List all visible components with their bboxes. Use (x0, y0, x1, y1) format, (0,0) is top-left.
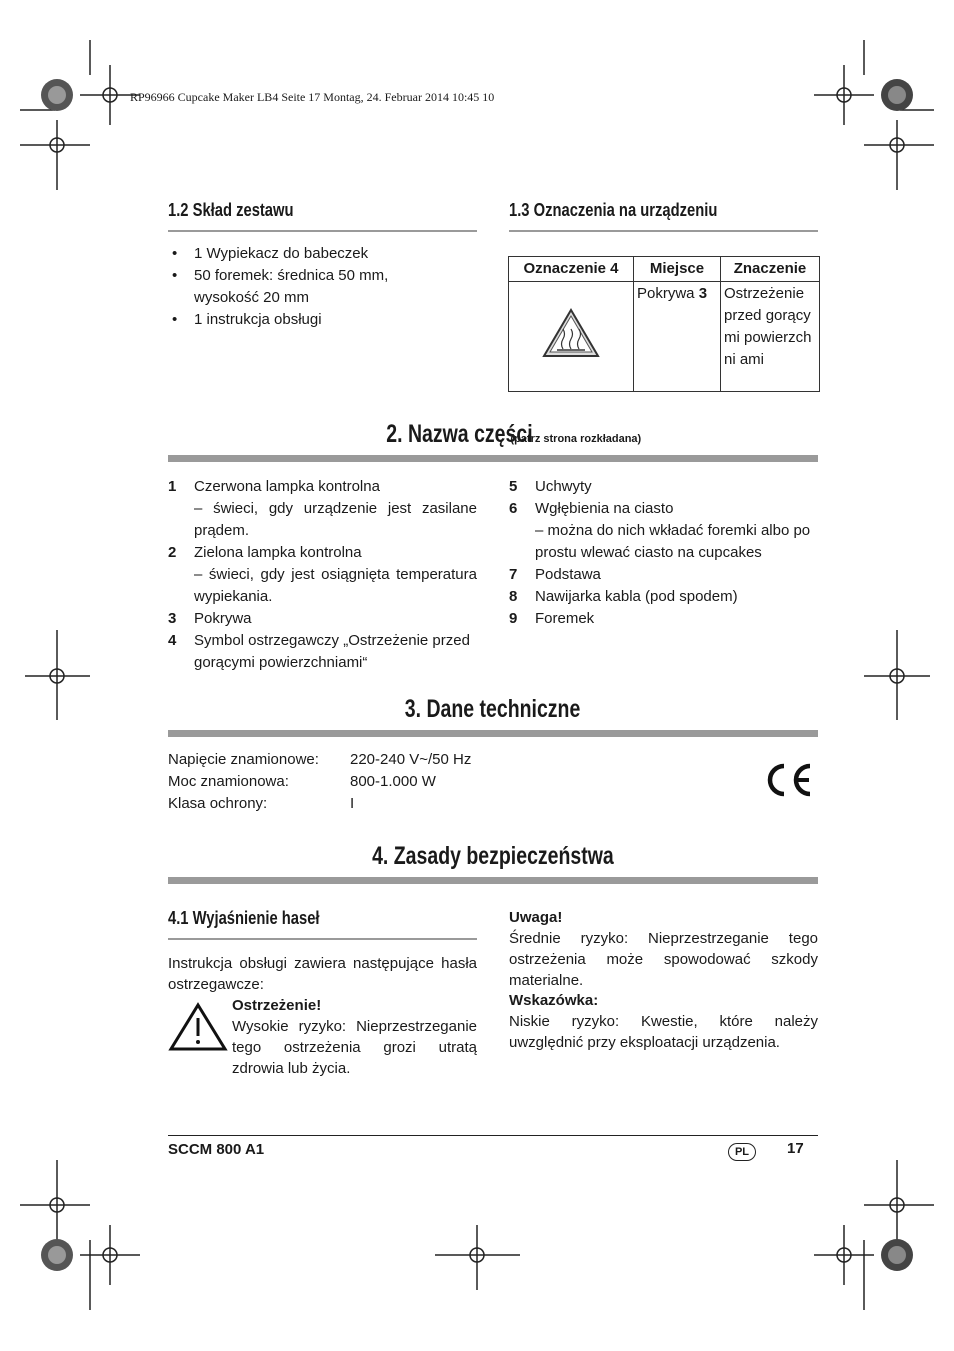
note-text: Niskie ryzyko: Kwestie, które należy uwzględnić przy eksploatacji urządzenia. (509, 1013, 818, 1051)
table-header: Znaczenie (721, 257, 820, 282)
caution-text: Średnie ryzyko: Nieprzestrzeganie tego ostrzeżenia może spowodować szkody materialne. (509, 930, 818, 989)
section-2-subtitle: (patrz strona rozkładana) (510, 433, 642, 445)
place-cell: Pokrywa 3 (634, 282, 721, 392)
caution-label: Uwaga! (509, 909, 563, 926)
warning-text: Wysokie ryzyko: Nieprzestrzeganie tego ostrzeżenia grozi utratą zdrowia lub życia. (232, 1018, 477, 1077)
footer-rule (168, 1135, 818, 1136)
list-item: • 50 foremek: średnica 50 mm, wysokość 20 mm (168, 265, 428, 309)
symbols-table (508, 256, 820, 392)
part-item: 7 Podstawa (509, 566, 601, 583)
section-4-rule (168, 877, 818, 884)
page-number: 17 (787, 1140, 804, 1157)
part-subitem: – świeci, gdy jest osiągnięta temperatura wypiekania. (194, 566, 477, 605)
section-4-1-title: 4.1 Wyjaśnienie haseł (168, 908, 320, 928)
section-4-1-rule (168, 938, 477, 940)
table-row: Klasa ochrony: I (168, 795, 355, 812)
parts-right-column (509, 476, 818, 630)
note-label: Wskazówka: (509, 992, 599, 1009)
list-item: • 1 instrukcja obsługi (168, 309, 428, 331)
section-2-rule (168, 455, 818, 462)
part-item: 8 Nawijarka kabla (pod spodem) (509, 588, 738, 605)
part-item: 5 Uchwyty (509, 478, 592, 495)
part-subitem: – świeci, gdy urządzenie jest zasilane prądem. (194, 500, 477, 539)
warning-triangle-icon (168, 1002, 228, 1052)
warning-label: Ostrzeżenie! (232, 997, 322, 1014)
part-item: 3 Pokrywa (168, 610, 252, 627)
section-1-3-rule (509, 230, 818, 232)
footer-model: SCCM 800 A1 (168, 1141, 265, 1158)
signal-words-intro: Instrukcja obsługi zawiera następujące hasła ostrzegawcze: (168, 955, 477, 993)
table-header: Miejsce (634, 257, 721, 282)
section-2-heading (168, 420, 818, 449)
section-4-title: 4. Zasady bezpieczeństwa (372, 842, 614, 870)
section-4-heading (168, 842, 818, 871)
parts-left-column (168, 476, 477, 674)
table-row: Napięcie znamionowe: 220-240 V~/50 Hz (168, 751, 472, 768)
hot-surface-warning-icon (509, 282, 634, 392)
part-item: 2 Zielona lampka kontrolna (168, 544, 362, 561)
tech-data-table (168, 749, 471, 815)
table-header: Oznaczenie 4 (509, 257, 634, 282)
meaning-cell: Ostrzeżenie przed gorącymi powierzchni ami (721, 282, 820, 392)
section-1-2-rule (168, 230, 477, 232)
section-3-rule (168, 730, 818, 737)
contents-list (168, 243, 428, 331)
table-row: Moc znamionowa: 800-1.000 W (168, 773, 436, 790)
language-badge: PL (728, 1143, 756, 1161)
part-item: 4 Symbol ostrzegawczy „Ostrzeżenie przed gorącymi powierzchniami“ (168, 632, 470, 671)
section-1-2-title: 1.2 Skład zestawu (168, 200, 294, 220)
print-header: RP96966 Cupcake Maker LB4 Seite 17 Montag, 24. Februar 2014 10:45 10 (130, 90, 495, 104)
part-item: 1 Czerwona lampka kontrolna (168, 478, 380, 495)
ce-mark-icon (764, 762, 814, 798)
section-3-heading (168, 695, 818, 724)
part-subitem: – można do nich wkładać foremki albo po prostu wlewać ciasto na cupcakes (535, 522, 811, 561)
list-item: • 1 Wypiekacz do babeczek (168, 243, 428, 265)
part-item: 6 Wgłębienia na ciasto (509, 500, 674, 517)
section-1-3-title: 1.3 Oznaczenia na urządzeniu (509, 200, 718, 220)
section-3-title: 3. Dane techniczne (405, 695, 581, 723)
section-2-title: 2. Nazwa części (386, 420, 533, 448)
part-item: 9 Foremek (509, 610, 595, 627)
